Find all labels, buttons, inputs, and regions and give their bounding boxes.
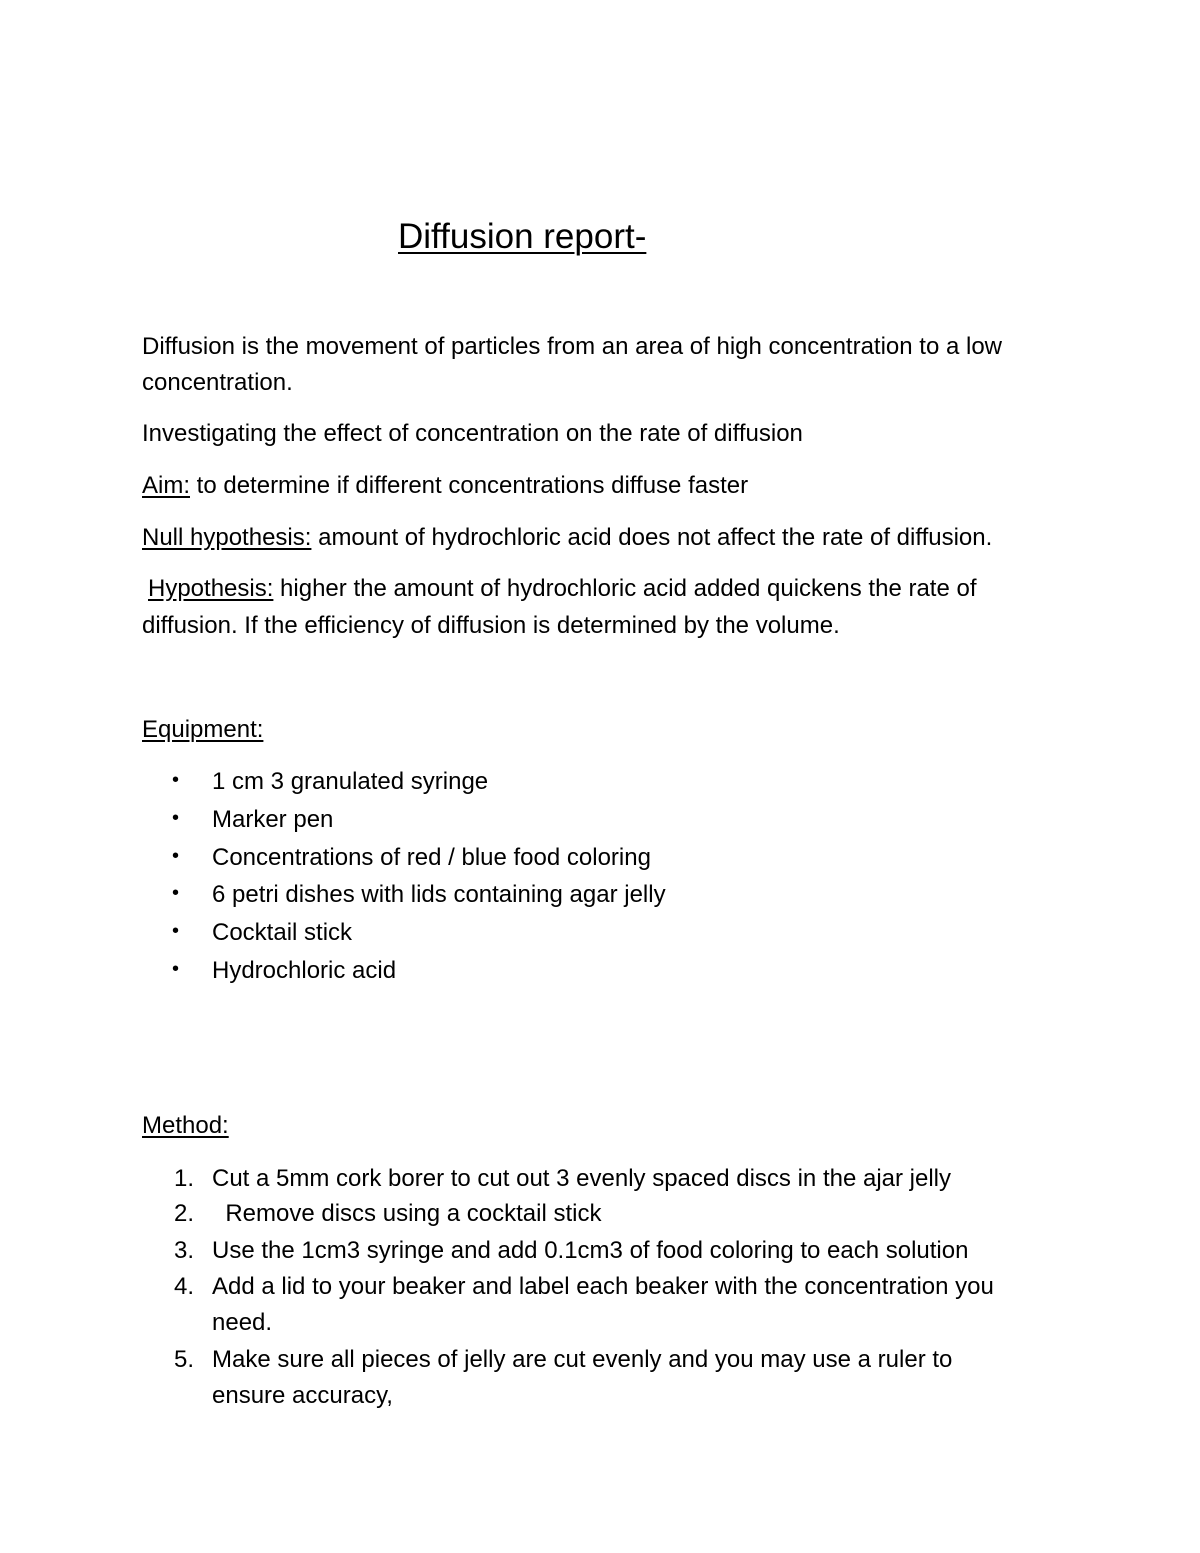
- bullet-icon: •: [172, 769, 180, 791]
- step-number: 2.: [174, 1200, 195, 1227]
- step-number: 3.: [174, 1237, 195, 1264]
- aim-paragraph: [142, 472, 748, 501]
- step-text: Use the 1cm3 syringe and add 0.1cm3 of food coloring to each solution: [212, 1237, 969, 1264]
- step-text: Cut a 5mm cork borer to cut out 3 evenly spaced discs in the ajar jelly: [212, 1165, 952, 1192]
- bullet-icon: •: [172, 807, 180, 829]
- hypothesis-label: Hypothesis:: [148, 575, 274, 602]
- step-text: need.: [212, 1309, 273, 1336]
- step-number: 4.: [174, 1273, 195, 1300]
- equipment-heading: Equipment:: [142, 716, 264, 743]
- investigation-line: Investigating the effect of concentration on the rate of diffusion: [142, 420, 803, 447]
- bullet-icon: •: [172, 882, 180, 904]
- null-hypothesis-paragraph: [142, 524, 992, 553]
- step-text: Add a lid to your beaker and label each beaker with the concentration you: [212, 1273, 994, 1300]
- list-item-text: Hydrochloric acid: [212, 957, 397, 984]
- list-item-text: 6 petri dishes with lids containing agar jelly: [212, 881, 666, 908]
- step-number: 5.: [174, 1346, 195, 1373]
- page-title: Diffusion report-: [398, 217, 647, 256]
- hypothesis-text-line-2: diffusion. If the efficiency of diffusion is determined by the volume.: [142, 612, 840, 639]
- step-number: 1.: [174, 1165, 195, 1192]
- null-hypothesis-text: amount of hydrochloric acid does not affect the rate of diffusion.: [311, 524, 993, 551]
- list-item-text: Marker pen: [212, 806, 334, 833]
- list-item-text: Concentrations of red / blue food coloring: [212, 844, 651, 871]
- null-hypothesis-label: Null hypothesis:: [142, 524, 312, 551]
- hypothesis-text-line-1: higher the amount of hydrochloric acid added quickens the rate of: [273, 575, 977, 602]
- aim-text: to determine if different concentrations diffuse faster: [190, 472, 749, 499]
- method-heading: Method:: [142, 1112, 229, 1139]
- step-text: Make sure all pieces of jelly are cut evenly and you may use a ruler to: [212, 1346, 953, 1373]
- list-item-text: 1 cm 3 granulated syringe: [212, 768, 489, 795]
- bullet-icon: •: [172, 920, 180, 942]
- definition-line-2: concentration.: [142, 369, 293, 396]
- bullet-icon: •: [172, 958, 180, 980]
- bullet-icon: •: [172, 845, 180, 867]
- hypothesis-paragraph: [148, 575, 977, 604]
- step-text: Remove discs using a cocktail stick: [212, 1200, 602, 1227]
- step-text: ensure accuracy,: [212, 1382, 393, 1409]
- list-item-text: Cocktail stick: [212, 919, 353, 946]
- definition-line-1: Diffusion is the movement of particles from an area of high concentration to a low: [142, 333, 1003, 360]
- aim-label: Aim:: [142, 472, 190, 499]
